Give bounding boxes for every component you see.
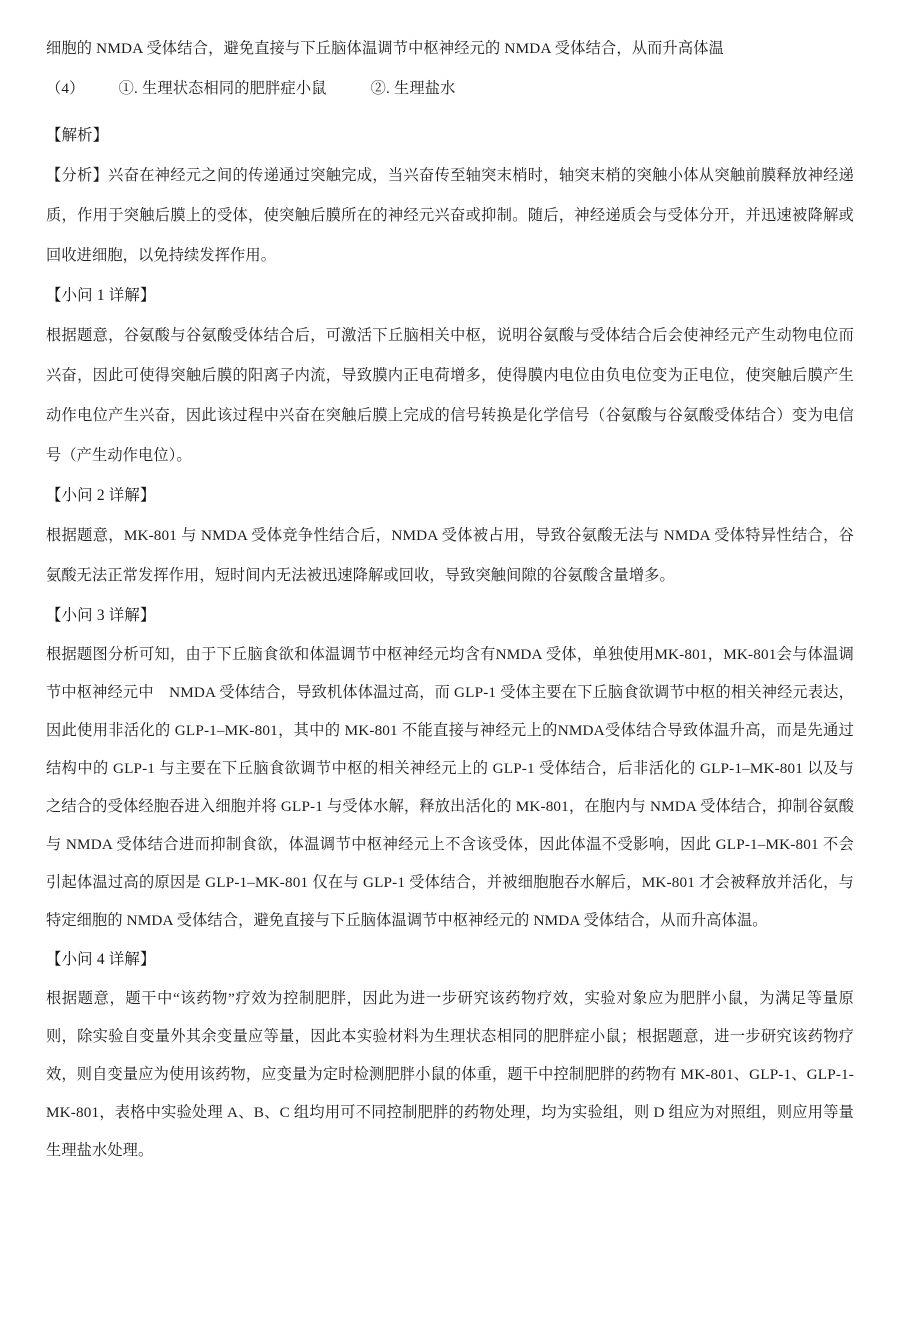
section-q1-text: 根据题意，谷氨酸与谷氨酸受体结合后，可激活下丘脑相关中枢，说明谷氨酸与受体结合后会使神经元产生动物电位而兴奋，因此可使得突触后膜的阳离子内流，导致膜内正电荷增多，使得膜内电位由负电位变为正电位，使突触后膜产生动作电位产生兴奋，因此该过程中兴奋在突触后膜上完成的信号转换是化学信号（谷氨酸与谷氨酸受体结合）变为电信号（产生动作电位）。: [46, 327, 854, 464]
section-heading-q1: 【小问 1 详解】: [46, 287, 156, 304]
section-q4-text: 根据题意，题干中“该药物”疗效为控制肥胖，因此为进一步研究该药物疗效，实验对象应为肥胖小鼠，为满足等量原则，除实验自变量外其余变量应等量，因此本实验材料为生理状态相同的肥胖症小鼠；根据题意，进一步研究该药物疗效，则自变量应为使用该药物，应变量为定时检测肥胖小鼠的体重，题干中控制肥胖的药物有 MK-801、GLP-1、GLP-1-MK-801，表格中实验处理 A、B、C 组均用可不同控制肥胖的药物处理，均为实验组，则 D 组应为对照组，则应用等量生理盐水处理。: [46, 990, 854, 1159]
section-heading-jiexi: 【解析】: [46, 127, 109, 144]
section-fenxi: [46, 156, 854, 276]
answer-number: （4）: [46, 80, 85, 97]
section-heading-fenxi: 【分析】: [46, 167, 109, 184]
section-fenxi-text: 兴奋在神经元之间的传递通过突触完成，当兴奋传至轴突末梢时，轴突末梢的突触小体从突触前膜释放神经递质，作用于突触后膜上的受体，使突触后膜所在的神经元兴奋或抑制。随后，神经递质会与受体分开，并迅速被降解或回收进细胞，以免持续发挥作用。: [46, 167, 854, 264]
section-heading-q2: 【小问 2 详解】: [46, 487, 156, 504]
section-heading-q4: 【小问 4 详解】: [46, 951, 156, 968]
section-heading-q3: 【小问 3 详解】: [46, 607, 156, 624]
continuation-text: 细胞的 NMDA 受体结合，避免直接与下丘脑体温调节中枢神经元的 NMDA 受体结合，从而升高体温: [46, 40, 725, 57]
answer-item-1: ①. 生理状态相同的肥胖症小鼠: [118, 80, 327, 97]
section-q2-text: 根据题意，MK-801 与 NMDA 受体竞争性结合后，NMDA 受体被占用，导致谷氨酸无法与 NMDA 受体特异性结合，谷氨酸无法正常发挥作用，短时间内无法被迅速降解或回收，导致突触间隙的谷氨酸含量增多。: [46, 527, 854, 584]
section-q3-text: 根据题图分析可知，由于下丘脑食欲和体温调节中枢神经元均含有NMDA 受体，单独使用MK-801，MK-801会与体温调节中枢神经元中 NMDA 受体结合，导致机体体温过高，而 GLP-1 受体主要在下丘脑食欲调节中枢的相关神经元表达，因此使用非活化的 GLP-1–MK-801，其中的 MK-801 不能直接与神经元上的NMDA受体结合导致体温升高，而是先通过结构中的 GLP-1 与主要在下丘脑食欲调节中枢的相关神经元上的 GLP-1 受体结合，后非活化的 GLP-1–MK-801 以及与之结合的受体经胞吞进入细胞并将 GLP-1 与受体水解，释放出活化的 MK-801，在胞内与 NMDA 受体结合，抑制谷氨酸与 NMDA 受体结合进而抑制食欲，体温调节中枢神经元上不含该受体，因此体温不受影响，因此 GLP-1–MK-801 不会引起体温过高的原因是 GLP-1–MK-801 仅在与 GLP-1 受体结合，并被细胞胞吞水解后，MK-801 才会被释放并活化，与特定细胞的 NMDA 受体结合，避免直接与下丘脑体温调节中枢神经元的 NMDA 受体结合，从而升高体温。: [46, 646, 854, 929]
answer-line-4: [46, 74, 854, 104]
answer-item-2: ②. 生理盐水: [370, 80, 456, 97]
